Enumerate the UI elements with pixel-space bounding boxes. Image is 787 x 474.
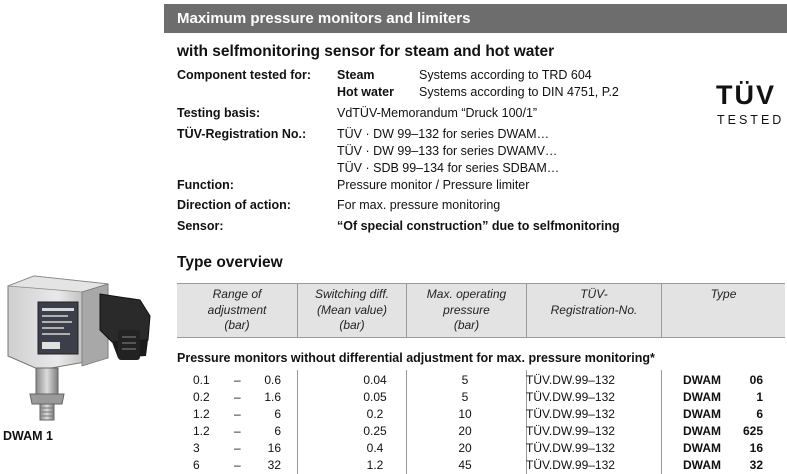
hotwater-label: Hot water: [337, 85, 394, 99]
range-min: 0.2: [193, 390, 210, 404]
switching-diff: 0.2: [366, 407, 384, 421]
type-model: 06: [749, 373, 763, 387]
tuv-badge-title: TÜV: [716, 80, 776, 110]
column-header-type: Type: [710, 287, 737, 301]
range-max: 1.6: [264, 390, 281, 404]
range-min: 1.2: [193, 424, 210, 438]
registration-no: TÜV.DW.99–132: [526, 390, 615, 404]
product-photo: [0, 270, 172, 422]
type-model: 625: [742, 424, 763, 438]
type-overview-title: Type overview: [177, 254, 283, 271]
function-value: Pressure monitor / Pressure limiter: [337, 178, 530, 192]
registration-no: TÜV.DW.99–132: [526, 458, 615, 472]
hotwater-value: Systems according to DIN 4751, P.2: [419, 85, 619, 99]
switching-diff: 1.2: [366, 458, 384, 472]
type-name: DWAM: [683, 373, 721, 387]
page-subtitle: with selfmonitoring sensor for steam and hot water: [177, 43, 555, 60]
max-pressure: 10: [458, 407, 472, 421]
range-dash: –: [234, 373, 241, 387]
product-label: DWAM 1: [3, 429, 53, 443]
switching-diff: 0.25: [363, 424, 387, 438]
column-header-range: Range of adjustment (bar): [207, 287, 267, 332]
switching-diff: 0.04: [363, 373, 387, 387]
testing-value: VdTÜV-Memorandum “Druck 100/1”: [337, 106, 538, 120]
range-dash: –: [234, 424, 241, 438]
type-model: 6: [756, 407, 763, 421]
direction-value: For max. pressure monitoring: [337, 198, 501, 212]
range-min: 3: [193, 441, 200, 455]
sensor-label: Sensor:: [177, 219, 224, 233]
table-row: [0, 424, 787, 440]
steam-value: Systems according to TRD 604: [419, 68, 592, 82]
type-model: 1: [756, 390, 763, 404]
registration-no: TÜV.DW.99–132: [526, 441, 615, 455]
registration-no: TÜV.DW.99–132: [526, 424, 615, 438]
range-max: 6: [274, 407, 281, 421]
column-header-registration: TÜV- Registration-No.: [550, 287, 638, 317]
table-row: [0, 458, 787, 474]
max-pressure: 45: [458, 458, 472, 472]
range-max: 0.6: [264, 373, 281, 387]
sensor-value: “Of special construction” due to selfmonitoring: [337, 219, 620, 233]
range-min: 1.2: [193, 407, 210, 421]
type-name: DWAM: [683, 441, 721, 455]
type-model: 32: [749, 458, 763, 472]
max-pressure: 5: [461, 373, 469, 387]
registration-label: TÜV-Registration No.:: [177, 127, 307, 141]
range-dash: –: [234, 441, 241, 455]
table-header: [177, 283, 785, 338]
direction-label: Direction of action:: [177, 198, 291, 212]
registration-value-3: TÜV · SDB 99–134 for series SDBAM…: [337, 161, 560, 175]
range-max: 16: [267, 441, 281, 455]
type-model: 16: [749, 441, 763, 455]
range-dash: –: [234, 407, 241, 421]
steam-label: Steam: [337, 68, 375, 82]
table-row: [0, 441, 787, 457]
type-name: DWAM: [683, 424, 721, 438]
switching-diff: 0.4: [366, 441, 384, 455]
max-pressure: 5: [461, 390, 469, 404]
range-dash: –: [234, 390, 241, 404]
section-title: Pressure monitors without differential adjustment for max. pressure monitoring*: [177, 351, 655, 365]
max-pressure: 20: [458, 441, 472, 455]
range-min: 0.1: [193, 373, 210, 387]
switching-diff: 0.05: [363, 390, 387, 404]
range-max: 6: [274, 424, 281, 438]
tuv-badge-subtitle: TESTED: [717, 113, 785, 127]
page-header: [164, 4, 787, 33]
max-pressure: 20: [458, 424, 472, 438]
registration-value-2: TÜV · DW 99–133 for series DWAMV…: [337, 144, 558, 158]
page-title: Maximum pressure monitors and limiters: [177, 10, 471, 27]
function-label: Function:: [177, 178, 234, 192]
registration-no: TÜV.DW.99–132: [526, 373, 615, 387]
column-header-pressure: Max. operating pressure (bar): [426, 287, 507, 332]
testing-label: Testing basis:: [177, 106, 261, 120]
range-max: 32: [267, 458, 281, 472]
component-label: Component tested for:: [177, 68, 312, 82]
type-name: DWAM: [683, 390, 721, 404]
range-dash: –: [234, 458, 241, 472]
column-header-switching: Switching diff. (Mean value) (bar): [314, 287, 390, 332]
range-min: 6: [193, 458, 200, 472]
type-name: DWAM: [683, 407, 721, 421]
registration-value-1: TÜV · DW 99–132 for series DWAM…: [337, 127, 550, 141]
type-name: DWAM: [683, 458, 721, 472]
registration-no: TÜV.DW.99–132: [526, 407, 615, 421]
